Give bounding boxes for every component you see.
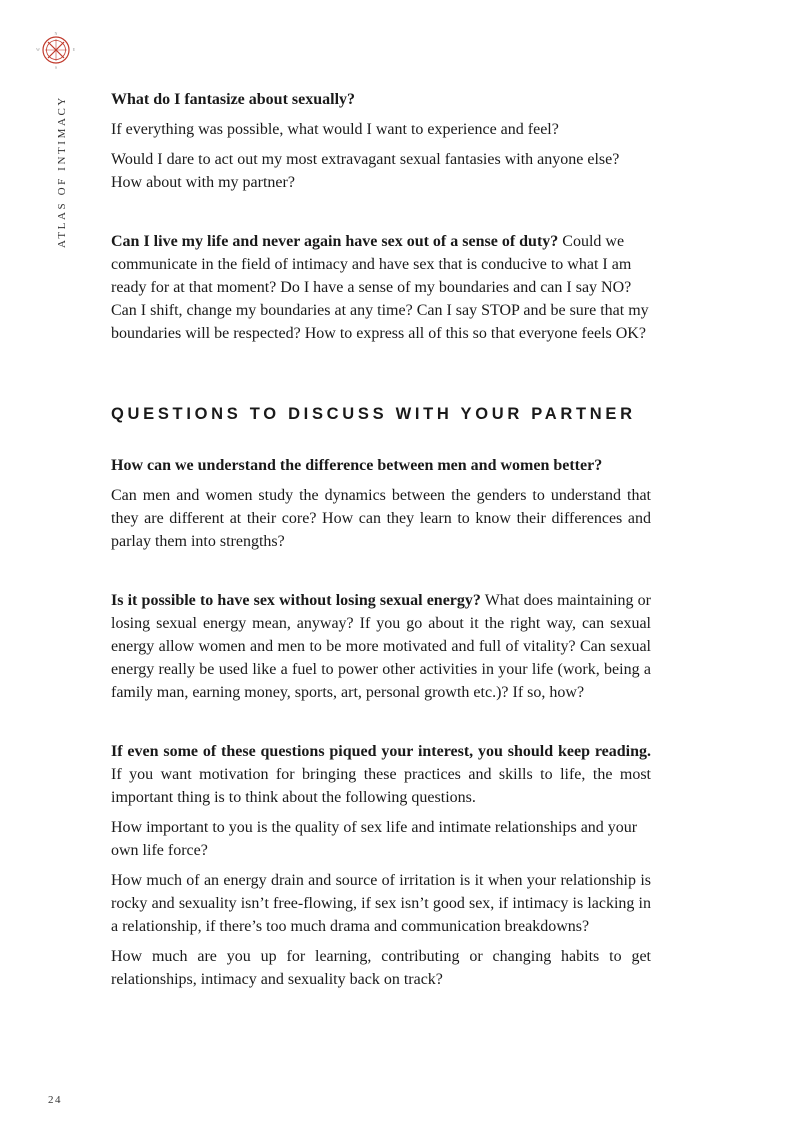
question-bold: How can we understand the difference between men and women better?: [111, 457, 603, 474]
body-paragraph: Can men and women study the dynamics between the genders to understand that they are different at their core? How can they learn to know their differences and parlay them into strengths?: [111, 487, 651, 550]
compass-n-label: N: [54, 31, 58, 36]
body-paragraph: How important to you is the quality of sex life and intimate relationships and your own life force?: [111, 819, 638, 859]
question-paragraph: [111, 88, 651, 111]
question-bold: What do I fantasize about sexually?: [111, 91, 356, 108]
body-paragraph: If everything was possible, what would I want to experience and feel?: [111, 121, 559, 138]
compass-s-label: S: [54, 65, 58, 70]
question-bold: Can I live my life and never again have sex out of a sense of duty?: [111, 233, 559, 250]
question-text: If you want motivation for bringing these practices and skills to life, the most important thing is to think about the following questions.: [111, 766, 651, 806]
section-heading: QUESTIONS TO DISCUSS WITH YOUR PARTNER: [111, 405, 636, 423]
page-number: 24: [48, 1094, 62, 1106]
question-text: Could we communicate in the field of intimacy and have sex that is conducive to what I am ready for at that moment? Do I have a sense of my boundaries and can I say NO? Can I shift, change my boundaries at any time? Can I say STOP and be sure that my boundaries will be respected? How to express all of this so that everyone feels OK?: [111, 233, 649, 342]
body-paragraph: Would I dare to act out my most extravagant sexual fantasies with anyone else? How about with my partner?: [111, 151, 620, 191]
question-paragraph: [111, 230, 651, 345]
compass-e-label: E: [72, 47, 76, 52]
body-paragraph: How much are you up for learning, contributing or changing habits to get relationships, intimacy and sexuality back on track?: [111, 948, 651, 988]
question-bold: If even some of these questions piqued your interest, you should keep reading.: [111, 743, 651, 760]
compass-w-label: W: [36, 47, 40, 52]
question-text: What does maintaining or losing sexual energy mean, anyway? If you go about it the right way, can sexual energy allow women and men to be more motivated and full of vitality? Can sexual energy really be used like a fuel to power other activities in your life (work, being a family man, earning money, sports, art, personal growth etc.)? If so, how?: [111, 592, 652, 701]
running-head: ATLAS OF INTIMACY: [56, 95, 68, 248]
question-bold: Is it possible to have sex without losing sexual energy?: [111, 592, 481, 609]
compass-rose-icon: [36, 30, 76, 70]
body-paragraph: How much of an energy drain and source of irritation is it when your relationship is rocky and sexuality isn’t free-flowing, if sex isn’t good sex, if intimacy is lacking in a relationship, if there’s too much drama and communication breakdowns?: [111, 872, 651, 935]
question-paragraph: [111, 589, 651, 704]
page-body: [111, 88, 651, 991]
question-paragraph: [111, 740, 651, 809]
question-paragraph: [111, 454, 651, 477]
